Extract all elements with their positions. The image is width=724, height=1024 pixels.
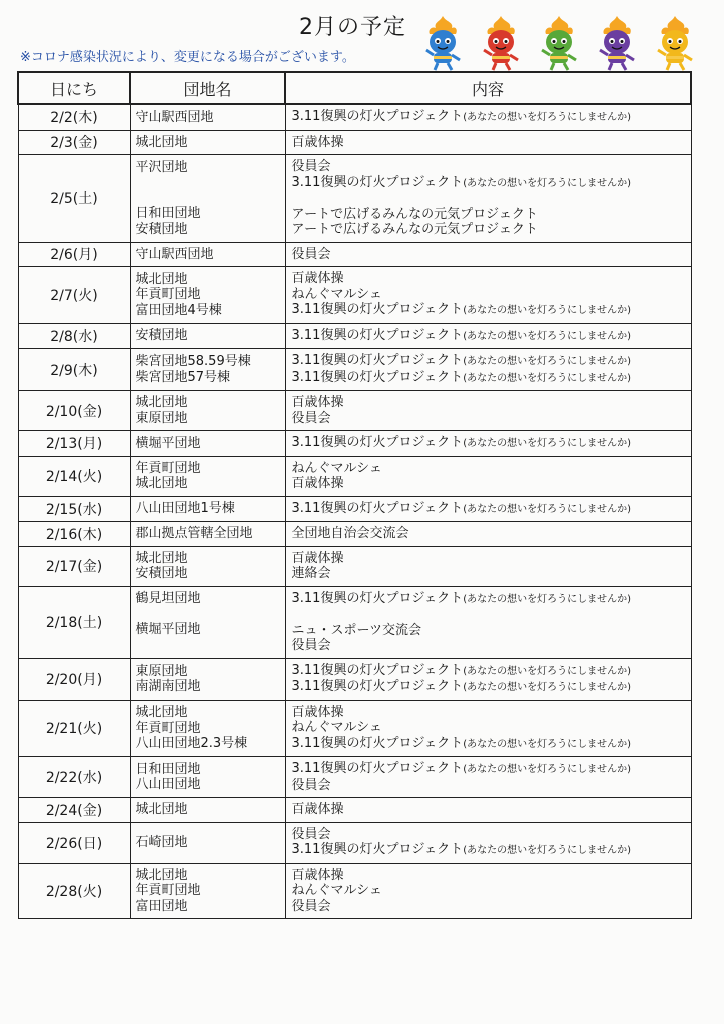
table-row xyxy=(18,456,691,496)
content-main: 百歳体操 xyxy=(291,134,344,150)
place-name: 安積団地 xyxy=(135,221,188,237)
place-name xyxy=(136,607,280,623)
page-title: 2月の予定 xyxy=(299,15,406,40)
content-main: 全団地自治会交流会 xyxy=(291,526,409,541)
content-sub: (あなたの想いを灯ろうにしませんか) xyxy=(463,438,631,449)
content-item xyxy=(292,435,686,452)
content-main: ねんぐマルシェ xyxy=(291,460,382,476)
table-row xyxy=(18,757,691,798)
content-main: 役員会 xyxy=(291,410,331,426)
content-item xyxy=(292,705,686,721)
content-item xyxy=(292,395,686,411)
content-main: 百歳体操 xyxy=(291,867,344,883)
content-item xyxy=(292,109,686,126)
header-content: 内容 xyxy=(285,72,691,104)
content-main: 3.11復興の灯火プロジェクト xyxy=(291,369,464,385)
row-date: 2/5(土) xyxy=(18,155,130,243)
content-main: アートで広げるみんなの元気プロジェクト xyxy=(291,222,538,237)
table-row xyxy=(18,546,691,586)
content-item xyxy=(292,868,686,884)
row-contents xyxy=(285,822,691,863)
table-row xyxy=(18,522,691,547)
row-date: 2/9(木) xyxy=(18,349,130,391)
row-places xyxy=(130,242,285,267)
row-date: 2/20(月) xyxy=(18,658,130,700)
table-row xyxy=(18,586,691,658)
table-row xyxy=(18,242,691,267)
red-mascot-icon xyxy=(474,14,528,72)
content-item xyxy=(292,247,686,263)
row-places xyxy=(130,456,285,496)
place-name: 守山駅西団地 xyxy=(135,109,214,125)
place-name: 東原団地 xyxy=(135,410,188,426)
content-main: 役員会 xyxy=(291,826,331,842)
content-item xyxy=(292,207,686,223)
row-places xyxy=(130,586,285,658)
row-date: 2/8(水) xyxy=(18,323,130,349)
row-date: 2/10(金) xyxy=(18,391,130,431)
place-name: 鶴見坦団地 xyxy=(135,591,201,606)
blue-mascot-icon xyxy=(416,14,470,72)
place-name: 富田団地4号棟 xyxy=(135,302,222,318)
row-date: 2/2(木) xyxy=(18,104,130,130)
place-name xyxy=(136,191,280,207)
place-name: 安積団地 xyxy=(135,328,188,343)
place-name: 城北団地 xyxy=(135,705,188,720)
table-row xyxy=(18,349,691,391)
place-name: 日和田団地 xyxy=(135,206,201,221)
place-name: 平沢団地 xyxy=(135,159,188,175)
place-name: 郡山拠点管轄全団地 xyxy=(135,526,253,541)
content-main: 連絡会 xyxy=(291,566,331,581)
content-item xyxy=(292,476,686,492)
row-places xyxy=(130,658,285,700)
content-sub: (あなたの想いを灯ろうにしませんか) xyxy=(463,682,631,693)
content-item xyxy=(292,135,686,151)
row-date: 2/14(火) xyxy=(18,456,130,496)
row-places xyxy=(130,700,285,757)
row-date: 2/21(火) xyxy=(18,700,130,757)
table-row xyxy=(18,658,691,700)
content-item xyxy=(292,778,686,794)
place-name: 八山田団地1号棟 xyxy=(135,501,235,516)
content-sub: (あなたの想いを灯ろうにしませんか) xyxy=(463,356,631,367)
content-item xyxy=(292,883,686,899)
place-name: 城北団地 xyxy=(135,271,188,287)
purple-mascot-icon xyxy=(590,14,644,72)
row-date: 2/3(金) xyxy=(18,130,130,155)
row-date: 2/22(水) xyxy=(18,757,130,798)
content-sub: (あなたの想いを灯ろうにしませんか) xyxy=(463,593,631,605)
row-contents xyxy=(285,391,691,431)
row-contents xyxy=(285,496,691,522)
row-contents xyxy=(285,456,691,496)
place-name: 柴宮団地58.59号棟 xyxy=(135,354,251,369)
row-date: 2/28(火) xyxy=(18,863,130,919)
row-places xyxy=(130,546,285,586)
row-contents xyxy=(285,323,691,349)
row-places xyxy=(130,130,285,155)
place-name: 八山田団地 xyxy=(135,777,201,792)
content-main: 3.11復興の灯火プロジェクト xyxy=(291,109,464,124)
covid-notice: ※コロナ感染状況により、変更になる場合がございます。 xyxy=(20,50,355,65)
table-row xyxy=(18,822,691,863)
content-sub: (あなたの想いを灯ろうにしませんか) xyxy=(463,665,631,677)
row-contents xyxy=(285,798,691,823)
header-place: 団地名 xyxy=(130,72,285,104)
table-row xyxy=(18,104,691,130)
content-item xyxy=(292,899,686,915)
row-contents xyxy=(285,242,691,267)
content-sub: (あなたの想いを灯ろうにしませんか) xyxy=(463,845,631,856)
table-row xyxy=(18,323,691,349)
schedule-table xyxy=(17,71,692,919)
content-main: 3.11復興の灯火プロジェクト xyxy=(291,500,464,516)
header-date: 日にち xyxy=(18,72,130,104)
row-contents xyxy=(285,349,691,391)
content-main: 3.11復興の灯火プロジェクト xyxy=(291,353,464,368)
place-name: 横堀平団地 xyxy=(135,435,201,451)
content-item xyxy=(292,842,686,859)
table-row xyxy=(18,391,691,431)
content-item xyxy=(292,191,686,207)
mascot-group xyxy=(416,14,701,74)
content-item xyxy=(292,302,686,319)
row-places xyxy=(130,522,285,547)
row-date: 2/13(月) xyxy=(18,431,130,457)
content-main: ねんぐマルシェ xyxy=(291,720,382,735)
content-main: 百歳体操 xyxy=(291,476,344,491)
content-sub: (あなたの想いを灯ろうにしませんか) xyxy=(463,330,631,342)
row-places xyxy=(130,104,285,130)
content-item xyxy=(292,328,686,345)
content-main: 3.11復興の灯火プロジェクト xyxy=(291,662,464,678)
content-main: 3.11復興の灯火プロジェクト xyxy=(291,842,464,857)
content-main: 3.11復興の灯火プロジェクト xyxy=(291,327,464,343)
row-contents xyxy=(285,104,691,130)
content-item xyxy=(292,159,686,175)
content-item xyxy=(292,287,686,303)
content-main: 百歳体操 xyxy=(291,395,344,410)
content-main: 役員会 xyxy=(291,246,331,262)
row-places xyxy=(130,798,285,823)
row-contents xyxy=(285,757,691,798)
row-contents xyxy=(285,546,691,586)
content-item xyxy=(292,271,686,287)
content-item xyxy=(292,222,686,238)
row-places xyxy=(130,267,285,324)
content-item xyxy=(292,501,686,518)
place-name: 八山田団地2.3号棟 xyxy=(135,736,248,751)
content-sub: (あなたの想いを灯ろうにしませんか) xyxy=(463,738,631,750)
row-places xyxy=(130,822,285,863)
content-item xyxy=(292,370,686,387)
content-sub: (あなたの想いを灯ろうにしませんか) xyxy=(463,764,631,775)
place-name: 石崎団地 xyxy=(135,834,188,850)
place-name: 東原団地 xyxy=(135,663,188,679)
row-contents xyxy=(285,431,691,457)
yellow-mascot-icon xyxy=(648,14,702,72)
place-name xyxy=(136,175,280,191)
place-name: 柴宮団地57号棟 xyxy=(135,369,231,385)
content-item xyxy=(292,353,686,370)
row-date: 2/18(土) xyxy=(18,586,130,658)
place-name: 年貢町団地 xyxy=(135,720,201,736)
content-main: ねんぐマルシェ xyxy=(291,286,382,302)
content-item xyxy=(292,591,686,608)
row-places xyxy=(130,155,285,243)
content-main: 役員会 xyxy=(291,638,331,653)
content-sub: (あなたの想いを灯ろうにしませんか) xyxy=(463,112,631,123)
table-row xyxy=(18,431,691,457)
row-contents xyxy=(285,586,691,658)
content-item xyxy=(292,411,686,427)
content-main: 3.11復興の灯火プロジェクト xyxy=(291,761,464,776)
content-main: 3.11復興の灯火プロジェクト xyxy=(291,174,464,190)
content-main: 百歳体操 xyxy=(291,271,344,286)
content-main: 3.11復興の灯火プロジェクト xyxy=(291,679,464,694)
place-name: 日和田団地 xyxy=(135,761,201,777)
row-date: 2/26(日) xyxy=(18,822,130,863)
content-main: アートで広げるみんなの元気プロジェクト xyxy=(291,206,538,222)
row-contents xyxy=(285,863,691,919)
place-name xyxy=(136,638,280,654)
place-name: 富田団地 xyxy=(135,898,188,914)
row-places xyxy=(130,391,285,431)
schedule-table-wrapper xyxy=(17,71,690,919)
table-row xyxy=(18,863,691,919)
place-name: 年貢町団地 xyxy=(135,883,201,898)
content-item xyxy=(292,566,686,582)
content-main: 3.11復興の灯火プロジェクト xyxy=(291,302,464,317)
row-date: 2/15(水) xyxy=(18,496,130,522)
row-date: 2/7(火) xyxy=(18,267,130,324)
content-item xyxy=(292,736,686,753)
green-mascot-icon xyxy=(532,14,586,72)
content-item xyxy=(292,679,686,696)
content-sub: (あなたの想いを灯ろうにしませんか) xyxy=(463,372,631,384)
row-contents xyxy=(285,155,691,243)
content-main: 3.11復興の灯火プロジェクト xyxy=(291,435,464,450)
place-name: 守山駅西団地 xyxy=(135,246,214,262)
place-name: 横堀平団地 xyxy=(135,622,201,637)
place-name: 城北団地 xyxy=(135,802,188,817)
place-name: 年貢町団地 xyxy=(135,287,201,302)
content-main: 3.11復興の灯火プロジェクト xyxy=(291,735,464,751)
content-item xyxy=(292,761,686,778)
table-row xyxy=(18,496,691,522)
content-main: 役員会 xyxy=(291,159,331,174)
row-places xyxy=(130,757,285,798)
content-main: 役員会 xyxy=(291,898,331,914)
content-item xyxy=(292,461,686,477)
content-sub: (あなたの想いを灯ろうにしませんか) xyxy=(463,305,631,316)
row-places xyxy=(130,431,285,457)
place-name: 城北団地 xyxy=(135,550,188,566)
content-item xyxy=(292,607,686,623)
row-date: 2/6(月) xyxy=(18,242,130,267)
place-name: 年貢町団地 xyxy=(135,460,201,476)
row-date: 2/24(金) xyxy=(18,798,130,823)
row-contents xyxy=(285,130,691,155)
content-main: 百歳体操 xyxy=(291,550,344,566)
content-main: 百歳体操 xyxy=(291,704,344,720)
table-row xyxy=(18,700,691,757)
content-item xyxy=(292,827,686,843)
table-body xyxy=(18,104,691,919)
content-item xyxy=(292,720,686,736)
row-contents xyxy=(285,267,691,324)
content-item xyxy=(292,551,686,567)
table-row xyxy=(18,155,691,243)
row-contents xyxy=(285,658,691,700)
content-item xyxy=(292,638,686,654)
row-contents xyxy=(285,522,691,547)
content-item xyxy=(292,802,686,818)
content-item xyxy=(292,663,686,680)
content-sub: (あなたの想いを灯ろうにしませんか) xyxy=(463,177,631,189)
table-row xyxy=(18,798,691,823)
table-row xyxy=(18,130,691,155)
place-name: 城北団地 xyxy=(135,395,188,410)
row-places xyxy=(130,323,285,349)
place-name: 城北団地 xyxy=(135,134,188,150)
row-places xyxy=(130,496,285,522)
content-main: 3.11復興の灯火プロジェクト xyxy=(291,590,464,606)
row-date: 2/17(金) xyxy=(18,546,130,586)
content-main: ニュ・スポーツ交流会 xyxy=(291,622,421,638)
row-places xyxy=(130,349,285,391)
place-name: 城北団地 xyxy=(135,476,188,491)
content-item xyxy=(292,623,686,639)
content-sub: (あなたの想いを灯ろうにしませんか) xyxy=(463,503,631,515)
row-places xyxy=(130,863,285,919)
table-row xyxy=(18,267,691,324)
content-main: ねんぐマルシェ xyxy=(291,883,382,898)
row-date: 2/16(木) xyxy=(18,522,130,547)
content-item xyxy=(292,526,686,542)
place-name: 城北団地 xyxy=(135,867,188,883)
content-main: 百歳体操 xyxy=(291,802,344,817)
content-main: 役員会 xyxy=(291,777,331,793)
content-item xyxy=(292,175,686,192)
table-header-row xyxy=(18,72,691,104)
place-name: 南湖南団地 xyxy=(135,679,201,694)
place-name: 安積団地 xyxy=(135,566,188,581)
row-contents xyxy=(285,700,691,757)
